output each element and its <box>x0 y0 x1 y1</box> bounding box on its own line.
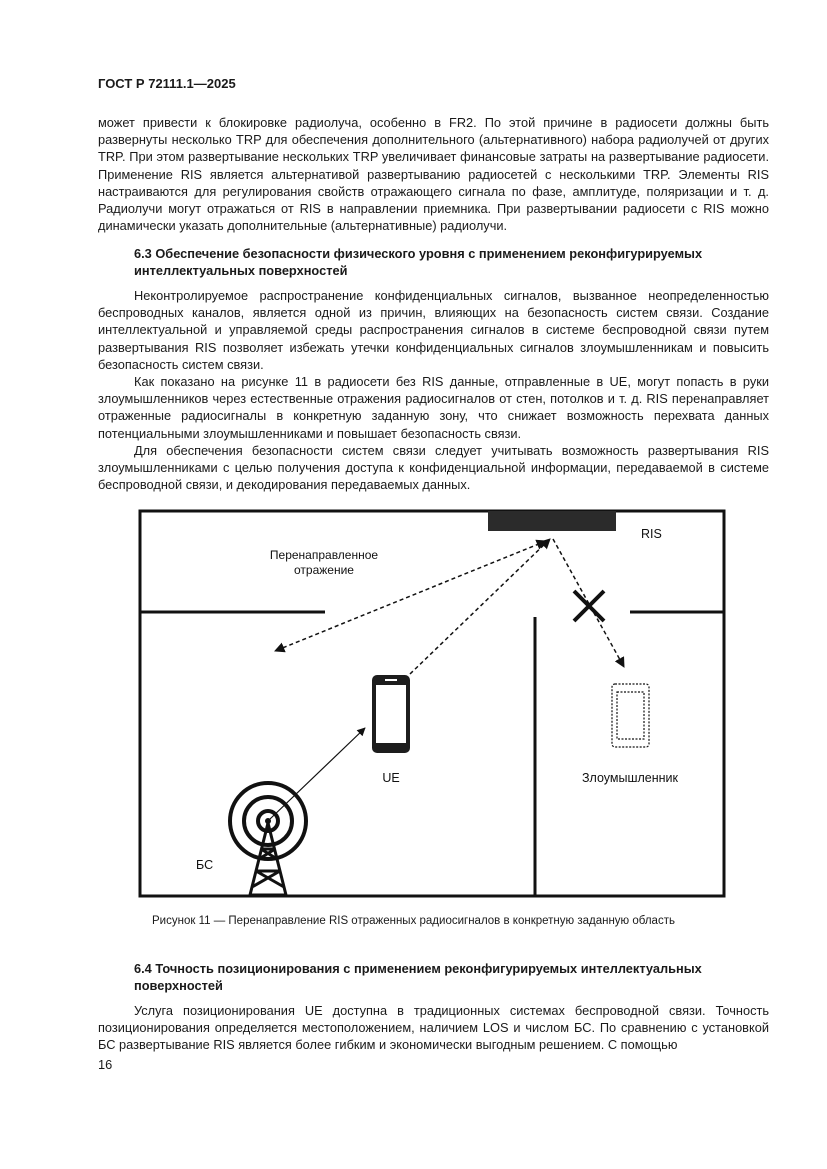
room-outer-wall <box>140 511 724 896</box>
document-header: ГОСТ Р 72111.1—2025 <box>98 76 236 91</box>
label-ris: RIS <box>641 527 662 541</box>
ue-phone-icon <box>372 675 410 753</box>
ue-to-ris-signal <box>410 539 550 674</box>
base-station-icon <box>230 783 306 895</box>
label-bs: БС <box>196 858 214 872</box>
section-6-3-body <box>98 287 769 493</box>
intro-paragraph: может привести к блокировке радиолуча, особенно в FR2. По этой причине в радиосети должны быть развернуты несколько TRP для обеспечения дополнительного (альтернативного) набора радиолучей от других TRP. При этом развертывание нескольких TRP увеличивает финансовые затраты на развертывание радиосети. Применение RIS является альтернативой развертыванию радиосетей с несколькими TRP. Элементы RIS настраиваются для регулирования свойств отражающего сигнала по фазе, амплитуде, поляризации и т. д. Радиолучи могут отражаться от RIS в направлении приемника. При развертывании радиосети с RIS можно динамически указать дополнительные (альтернативные) радиолучи. <box>98 115 769 234</box>
page-number: 16 <box>98 1057 113 1072</box>
blocked-cross-icon <box>574 591 604 621</box>
section-6-4-body <box>98 1002 769 1054</box>
intro-paragraph-block <box>98 114 769 234</box>
label-ue: UE <box>382 771 400 785</box>
section-6-3-heading: 6.3 Обеспечение безопасности физического уровня с применением реконфигурируемых интеллектуальных поверхностей <box>134 246 703 279</box>
section-6-3-paragraph-1: Неконтролируемое распространение конфиденциальных сигналов, вызванное неопределенностью беспроводных каналов, является одной из причин, влияющих на безопасность систем связи. Создание интеллектуальной и управляемой среды распространения сигналов в системе беспроводной связи путем развертывания RIS позволяет избежать утечки конфиденциальных сигналов злоумышленникам и повысить безопасность систем связи. <box>98 288 769 372</box>
section-6-4-heading: 6.4 Точность позиционирования с применением реконфигурируемых интеллектуальных поверхностей <box>134 961 702 994</box>
label-redirected-line1: Перенаправленное <box>269 548 379 562</box>
section-6-3-paragraph-3: Для обеспечения безопасности систем связи следует учитывать возможность развертывания RIS злоумышленниками с целью получения доступа к конфиденциальной информации, передаваемой в системе беспроводной связи, и декодирования передаваемых данных. <box>98 442 769 493</box>
figure-11-diagram <box>138 509 727 899</box>
section-6-3-paragraph-2: Как показано на рисунке 11 в радиосети без RIS данные, отправленные в UE, могут попасть в руки злоумышленников через естественные отражения радиосигналов от стен, потолков и т. д. RIS перенаправляет отраженные радиосигналы в конкретную заданную зону, что снижает возможность перехвата данных потенциальными злоумышленниками и повышает безопасность связи. <box>98 374 769 441</box>
label-attacker: Злоумышленник <box>581 771 679 785</box>
section-6-4-paragraph: Услуга позиционирования UE доступна в традиционных системах беспроводной связи. Точность позиционирования определяется местоположением, наличием LOS и числом БС. По сравнению с установкой БС развертывание RIS является более гибким и экономически выгодным решением. С помощью <box>98 1003 769 1053</box>
attacker-phone-icon <box>612 684 649 747</box>
figure-caption: Рисунок 11 — Перенаправление RIS отраженных радиосигналов в конкретную заданную область <box>152 915 675 927</box>
label-redirected-line2: отражение <box>294 563 354 577</box>
ris-panel <box>488 511 616 531</box>
